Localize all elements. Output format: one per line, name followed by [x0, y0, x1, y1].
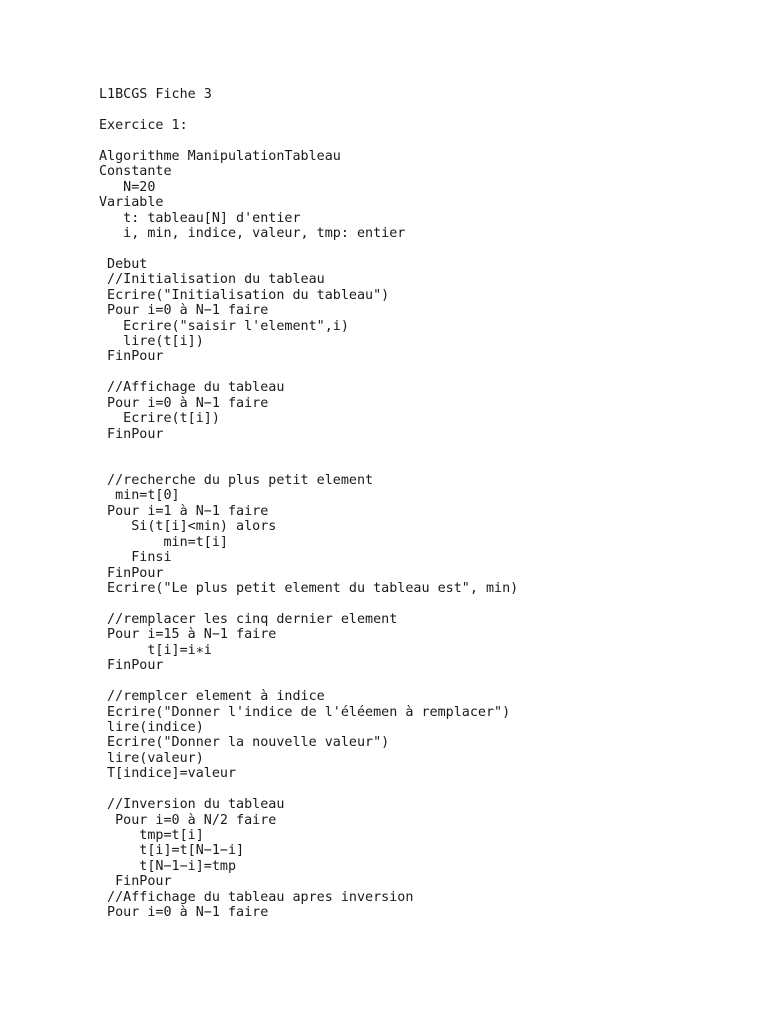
text-line: [99, 442, 518, 457]
text-line: FinPour: [99, 658, 164, 674]
text-line: Pour i=0 à N−1 faire: [99, 395, 269, 411]
document-text-body: [99, 87, 518, 921]
text-line: Constante: [99, 164, 172, 180]
text-line: Variable: [99, 195, 164, 211]
text-line: Pour i=15 à N−1 faire: [99, 627, 277, 643]
text-line: min=t[0]: [99, 488, 180, 504]
text-line: L1BCGS Fiche 3: [99, 87, 212, 102]
text-line: Ecrire("Donner l'indice de l'éléemen à remplacer"): [99, 704, 511, 720]
text-line: FinPour: [99, 565, 164, 581]
text-line: [99, 782, 518, 797]
text-line: //Affichage du tableau apres inversion: [99, 889, 414, 905]
text-line: [99, 458, 518, 473]
text-line: t[N−1−i]=tmp: [99, 858, 237, 874]
text-line: t[i]=t[N−1−i]: [99, 843, 245, 859]
text-line: N=20: [99, 179, 156, 195]
text-line: [99, 365, 518, 380]
text-line: Algorithme ManipulationTableau: [99, 148, 341, 164]
text-line: t: tableau[N] d'entier: [99, 210, 301, 226]
text-line: Debut: [99, 256, 148, 272]
text-line: i, min, indice, valeur, tmp: entier: [99, 225, 406, 241]
text-line: Ecrire("Le plus petit element du tableau est", min): [99, 581, 519, 596]
text-line: FinPour: [99, 874, 172, 890]
text-line: Ecrire("Initialisation du tableau"): [99, 287, 390, 303]
text-line: Ecrire("saisir l'element",i): [99, 318, 349, 334]
text-line: Pour i=0 à N/2 faire: [99, 812, 277, 828]
text-line: Pour i=0 à N−1 faire: [99, 905, 269, 921]
text-line: lire(t[i]): [99, 334, 204, 349]
text-line: tmp=t[i]: [99, 828, 204, 843]
text-line: [99, 596, 518, 611]
text-line: //remplacer les cinq dernier element: [99, 611, 398, 627]
text-line: Ecrire(t[i]): [99, 411, 220, 427]
text-line: [99, 102, 518, 117]
text-line: lire(valeur): [99, 750, 204, 766]
text-line: Pour i=1 à N−1 faire: [99, 503, 269, 519]
text-line: //Inversion du tableau: [99, 797, 285, 813]
text-line: t[i]=i∗i: [99, 642, 212, 658]
text-line: FinPour: [99, 426, 164, 442]
text-line: [99, 133, 518, 148]
text-line: Finsi: [99, 550, 172, 566]
text-line: //recherche du plus petit element: [99, 472, 374, 488]
text-line: [99, 241, 518, 256]
text-line: Exercice 1:: [99, 117, 188, 133]
text-line: Pour i=0 à N−1 faire: [99, 303, 269, 319]
text-line: min=t[i]: [99, 534, 228, 550]
text-line: lire(indice): [99, 719, 204, 735]
text-line: [99, 674, 518, 689]
text-line: //Affichage du tableau: [99, 380, 285, 396]
text-line: //Initialisation du tableau: [99, 272, 325, 288]
text-line: Ecrire("Donner la nouvelle valeur"): [99, 735, 390, 751]
text-line: Si(t[i]<min) alors: [99, 519, 277, 535]
text-line: T[indice]=valeur: [99, 766, 237, 782]
text-line: //remplcer element à indice: [99, 689, 325, 705]
text-line: FinPour: [99, 349, 164, 365]
